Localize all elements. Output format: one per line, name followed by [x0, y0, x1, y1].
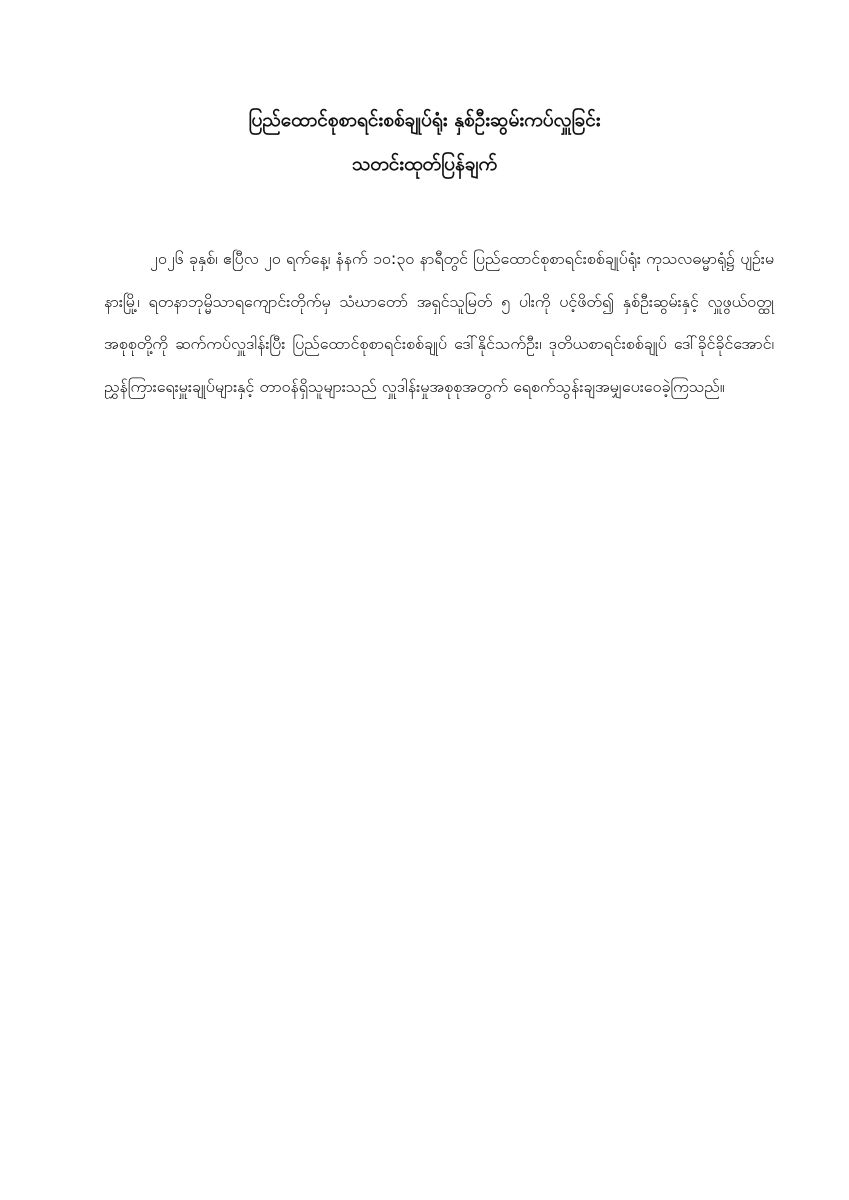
document-subtitle: သတင်းထုတ်ပြန်ချက် [351, 153, 498, 175]
title-block [0, 98, 849, 186]
body-paragraph: ၂၀၂၆ ခုနှစ်၊ ဧပြီလ ၂၀ ရက်နေ့၊ နံနက် ၁၀:၃၀ နာရီတွင် ပြည်ထောင်စုစာရင်းစစ်ချုပ်ရုံး ကုသလဓမ္မာရုံ၌ ပျဉ်းမနားမြို့၊ ရတနာဘုမ္မိသာရကျောင်းတိုက်မှ သံဃာတော် အရှင်သူမြတ် ၅ ပါးကို ပင့်ဖိတ်၍ နှစ်ဦးဆွမ်းနှင့် လှူဖွယ်ဝတ္ထု အစုစုတို့ကို ဆက်ကပ်လှူဒါန်းပြီး ပြည်ထောင်စုစာရင်းစစ်ချုပ် ဒေါ်နိုင်သက်ဦး၊ ဒုတိယစာရင်းစစ်ချုပ် ဒေါ်ခိုင်ခိုင်အောင်၊ ညွှန်ကြားရေးမှူးချုပ်များနှင့် တာဝန်ရှိသူများသည် လှူဒါန်းမှုအစုစုအတွက် ရေစက်သွန်းချအမျှပေးဝေခဲ့ကြသည်။ [104, 249, 774, 396]
document-title: ပြည်ထောင်စုစာရင်းစစ်ချုပ်ရုံး နှစ်ဦးဆွမ်းကပ်လှူခြင်း [248, 109, 601, 131]
